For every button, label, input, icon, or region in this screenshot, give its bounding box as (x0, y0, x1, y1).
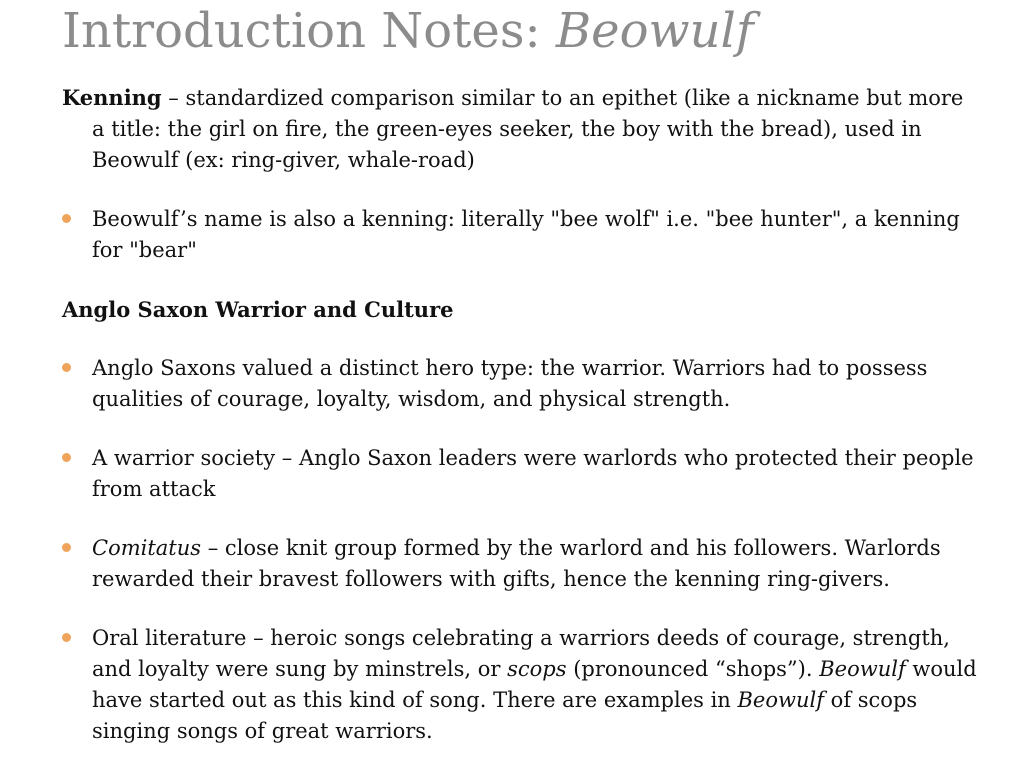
bullet-text-part: of scops singing songs of great warriors. (92, 688, 918, 743)
bullet-dot-icon (62, 543, 71, 552)
list-item (62, 204, 982, 266)
bullet-dot-icon (62, 453, 71, 462)
comitatus-term: Comitatus (92, 536, 202, 560)
slide-body (62, 82, 982, 747)
beowulf-title: Beowulf (819, 657, 906, 681)
beowulf-title: Beowulf (737, 688, 824, 712)
list-item (62, 443, 982, 505)
title-emphasis: Beowulf (555, 3, 754, 59)
list-item (62, 623, 982, 747)
bullet-dot-icon (62, 363, 71, 372)
bullet-text: A warrior society – Anglo Saxon leaders were warlords who protected their people from attack (92, 446, 974, 501)
scops-term: scops (507, 657, 567, 681)
bullet-dot-icon (62, 633, 71, 642)
bullet-text: – close knit group formed by the warlord and his followers. Warlords rewarded their bravest followers with gifts, hence the kenning ring-givers. (92, 536, 941, 591)
title-prefix: Introduction Notes: (62, 3, 556, 59)
bullet-text: Beowulf’s name is also a kenning: literally "bee wolf" i.e. "bee hunter", a kenning for "bear" (92, 207, 960, 262)
bullet-text-part: (pronounced “shops”). (566, 657, 820, 681)
bullet-text-part: would have started out as this kind of song. There are examples in (92, 657, 977, 712)
bullet-text-part: Oral literature – heroic songs celebrating a warriors deeds of courage, strength, and loyalty were sung by minstrels, or (92, 626, 950, 681)
list-item (62, 533, 982, 595)
kenning-definition (62, 82, 982, 176)
bullet-dot-icon (62, 214, 71, 223)
section-heading: Anglo Saxon Warrior and Culture (62, 297, 454, 322)
kenning-definition-text: – standardized comparison similar to an epithet (like a nickname but more a title: the girl on fire, the green-eyes seeker, the boy with the bread), used in Beowulf (ex: ring-giver, whale-road) (92, 86, 964, 172)
list-item (62, 353, 982, 415)
bullet-text: Anglo Saxons valued a distinct hero type: the warrior. Warriors had to possess qualities of courage, loyalty, wisdom, and physical strength. (92, 356, 928, 411)
kenning-term: Kenning (62, 85, 162, 110)
page-title (62, 0, 754, 62)
